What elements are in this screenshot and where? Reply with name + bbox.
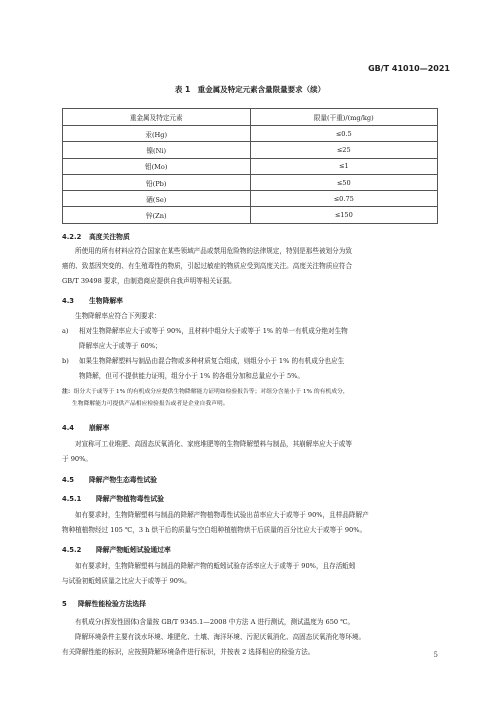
list-item bbox=[62, 354, 438, 384]
section-title: 降解性能检验方法选择 bbox=[78, 600, 146, 608]
column-header: 限量(干重)/(mg/kg) bbox=[250, 109, 438, 126]
section-number: 4.3 bbox=[62, 297, 75, 305]
table-row bbox=[63, 126, 438, 142]
section-title: 生物降解率 bbox=[89, 297, 123, 305]
element-cell: 锌(Zn) bbox=[63, 207, 251, 223]
text-line: 与试验初蚯蚓质量之比应大于或等于 90%。 bbox=[62, 577, 191, 585]
text-line: 降解率应大于或等于 60%； bbox=[79, 342, 162, 350]
section-heading-4-5-2 bbox=[62, 544, 171, 554]
list-item bbox=[62, 324, 438, 354]
section-title: 降解产物生态毒性试验 bbox=[89, 476, 157, 484]
text-line: 物降解，但可不提供能力证明，组分小于 1% 的各组分加和总量应小于 5%。 bbox=[79, 372, 305, 380]
section-number: 4.4 bbox=[62, 424, 75, 432]
table-row bbox=[63, 158, 438, 174]
limit-cell: ≤150 bbox=[250, 207, 438, 223]
text-line: 相对生物降解率应大于或等于 90%，且材料中组分大于或等于 1% 的单一有机成分绝对生物 bbox=[79, 327, 348, 335]
limits-table bbox=[62, 108, 438, 224]
text-line: 所使用的所有材料应符合国家在某些领域产品或禁用危险物的法律规定，特别是那些被划分为致 bbox=[75, 247, 352, 255]
text-line: 癌的、致基因突变的、有生殖毒性的物质，引起过敏症的物质应受到高度关注。高度关注物质应符合 bbox=[62, 262, 353, 270]
text-line: 如有要求时，生物降解塑料与制品的降解产物植物毒性试验出苗率应大于或等于 90%，且样品降解产 bbox=[75, 511, 369, 519]
list-item-label: a) bbox=[62, 327, 69, 335]
text-line: 如有要求时，生物降解塑料与制品的降解产物的蚯蚓试验存活率应大于或等于 90%，且存活蚯蚓 bbox=[75, 562, 356, 570]
section-heading-5 bbox=[62, 598, 146, 608]
element-cell: 硒(Se) bbox=[63, 191, 251, 207]
section-5-body bbox=[62, 615, 438, 660]
table-row bbox=[63, 174, 438, 190]
text-line: 物种植植物经过 105 ℃，3 h 烘干后的质量与空白组种植植物烘干后质量的百分比应大于或等于 90%。 bbox=[62, 526, 367, 534]
section-heading-4-5 bbox=[62, 474, 157, 484]
section-number: 4.5.1 bbox=[62, 495, 82, 503]
table-row bbox=[63, 191, 438, 207]
limit-cell: ≤0.75 bbox=[250, 191, 438, 207]
table-row bbox=[63, 207, 438, 223]
text-line: 有机成分(挥发性固体)含量按 GB/T 9345.1—2008 中方法 A 进行测试，测试温度为 650 ℃。 bbox=[75, 618, 355, 626]
section-heading-4-5-1 bbox=[62, 493, 164, 503]
section-4-4-body bbox=[62, 437, 438, 467]
page-number: 5 bbox=[433, 651, 438, 659]
text-line: 对宣称可工业堆肥、高固态厌氧消化、家庭堆肥等的生物降解塑料与制品，其崩解率应大于或等 bbox=[75, 440, 352, 448]
section-number: 4.2.2 bbox=[62, 233, 82, 241]
standard-code: GB/T 41010—2021 bbox=[368, 64, 450, 73]
section-4-2-2-body bbox=[62, 244, 438, 289]
text-line: 于 90%。 bbox=[62, 455, 92, 463]
text-line: GB/T 39498 要求，由制造商应提供自我声明等相关证据。 bbox=[62, 277, 236, 285]
section-4-3-intro: 生物降解率应符合下列要求： bbox=[75, 312, 161, 320]
section-number: 5 bbox=[62, 600, 67, 608]
text-line: 有关降解性能的标识，应按照降解环境条件进行标识，并按表 2 选择相应的检验方法。 bbox=[62, 648, 315, 656]
section-title: 高度关注物质 bbox=[89, 233, 130, 241]
section-title: 降解产物植物毒性试验 bbox=[96, 495, 164, 503]
limit-cell: ≤50 bbox=[250, 174, 438, 190]
section-number: 4.5.2 bbox=[62, 546, 82, 554]
text-line: 如果生物降解塑料与制品由混合物或多种材质复合组成，则组分小于 1% 的有机成分也应生 bbox=[79, 357, 345, 365]
section-heading-4-3 bbox=[62, 295, 123, 305]
note-label: 注： bbox=[62, 389, 74, 395]
section-title: 崩解率 bbox=[89, 424, 110, 432]
text-line: 生物降解能力可提供产品相应检验报告或者是企业自我声明。 bbox=[72, 401, 229, 407]
text-line: 降解环境条件主要有淡水环境、堆肥化、土壤、海洋环境、污泥厌氧消化、高固态厌氧消化等环境。 bbox=[75, 633, 366, 641]
limit-cell: ≤1 bbox=[250, 158, 438, 174]
list-item-label: b) bbox=[62, 357, 69, 365]
column-header: 重金属及特定元素 bbox=[63, 109, 251, 126]
element-cell: 钼(Mo) bbox=[63, 158, 251, 174]
note bbox=[62, 386, 438, 410]
text-line: 组分大于或等于 1% 的有机成分应提供生物降解能力证明如检验报告等；对组分含量小于 1% 的有机成分， bbox=[73, 389, 349, 395]
table-header-row bbox=[63, 109, 438, 126]
section-4-5-1-body bbox=[62, 508, 438, 538]
limit-cell: ≤0.5 bbox=[250, 126, 438, 142]
section-heading-4-4 bbox=[62, 422, 109, 432]
element-cell: 汞(Hg) bbox=[63, 126, 251, 142]
section-4-5-2-body bbox=[62, 559, 438, 589]
section-title: 降解产物蚯蚓试验通过率 bbox=[96, 546, 171, 554]
table-row bbox=[63, 142, 438, 158]
element-cell: 镍(Ni) bbox=[63, 142, 251, 158]
element-cell: 铅(Pb) bbox=[63, 174, 251, 190]
section-heading-4-2-2 bbox=[62, 231, 130, 241]
table-title: 表 1 重金属及特定元素含量限量要求（续） bbox=[174, 85, 326, 94]
limit-cell: ≤25 bbox=[250, 142, 438, 158]
section-number: 4.5 bbox=[62, 476, 75, 484]
